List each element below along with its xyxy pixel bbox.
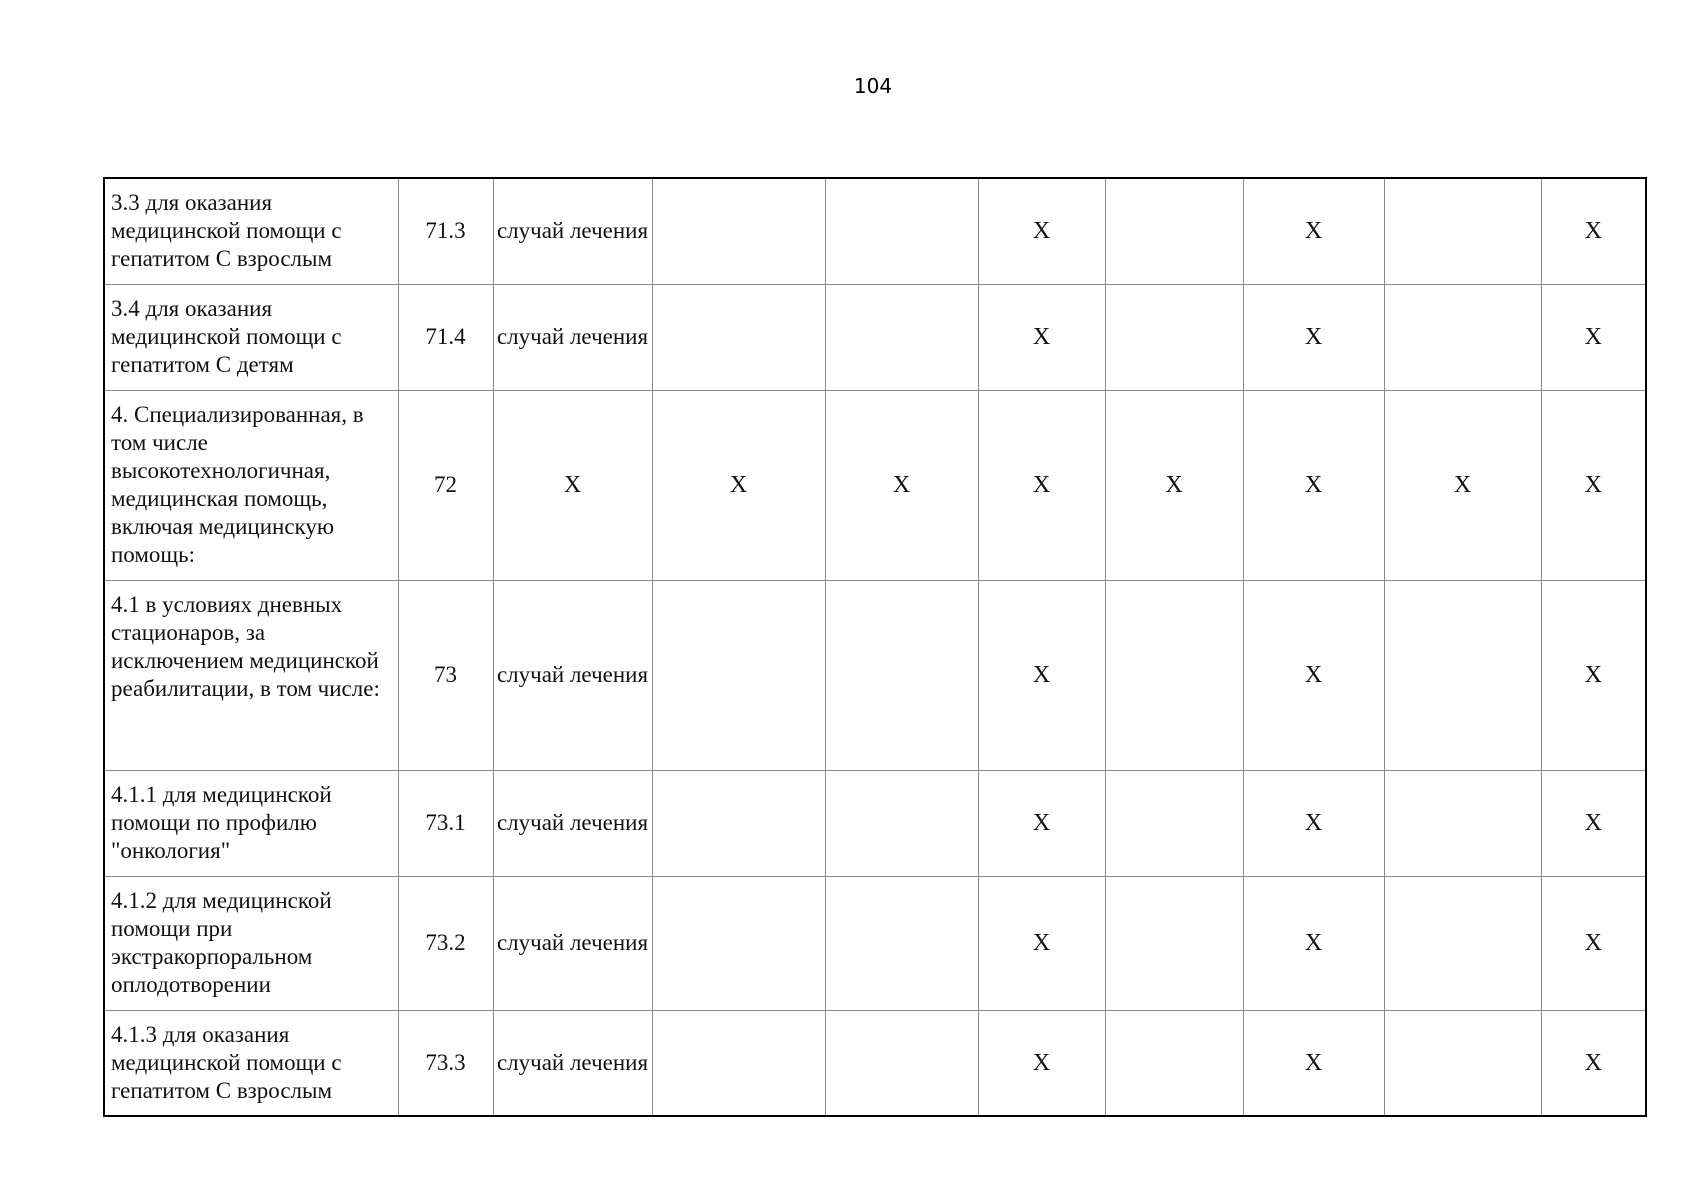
row-code-cell: 73.1 [398, 770, 493, 876]
row-value-cell [1384, 1010, 1541, 1116]
row-value-cell [825, 770, 978, 876]
row-name-cell: 3.3 для оказания медицинской помощи с гепатитом С взрослым [104, 178, 398, 284]
table-row [104, 1010, 1646, 1116]
row-unit-cell: случай лечения [493, 580, 652, 770]
row-value-cell: X [978, 178, 1105, 284]
row-value-cell [825, 178, 978, 284]
row-value-cell [1105, 770, 1243, 876]
data-table [103, 177, 1647, 1117]
row-name-cell: 4.1.1 для медицинской помощи по профилю "онкология" [104, 770, 398, 876]
row-value-cell: X [978, 876, 1105, 1010]
row-value-cell [652, 580, 825, 770]
row-value-cell: X [1541, 580, 1646, 770]
row-value-cell: X [1541, 876, 1646, 1010]
row-value-cell [652, 876, 825, 1010]
row-unit-cell: случай лечения [493, 1010, 652, 1116]
row-value-cell: X [1541, 284, 1646, 390]
row-value-cell: X [1384, 390, 1541, 580]
row-value-cell: X [1541, 1010, 1646, 1116]
row-value-cell: X [1243, 178, 1384, 284]
row-value-cell [652, 284, 825, 390]
row-value-cell: X [1243, 284, 1384, 390]
row-value-cell [825, 580, 978, 770]
row-name-cell: 3.4 для оказания медицинской помощи с гепатитом С детям [104, 284, 398, 390]
row-code-cell: 73.2 [398, 876, 493, 1010]
row-value-cell: X [1541, 390, 1646, 580]
row-value-cell [1384, 178, 1541, 284]
row-value-cell [1105, 284, 1243, 390]
table-row [104, 178, 1646, 284]
row-value-cell [825, 284, 978, 390]
row-value-cell: X [1243, 390, 1384, 580]
row-value-cell [652, 770, 825, 876]
row-value-cell [1384, 284, 1541, 390]
table-row [104, 876, 1646, 1010]
row-value-cell [652, 1010, 825, 1116]
row-value-cell: X [1541, 178, 1646, 284]
row-value-cell [1384, 876, 1541, 1010]
row-code-cell: 73 [398, 580, 493, 770]
row-code-cell: 73.3 [398, 1010, 493, 1116]
row-value-cell [1105, 580, 1243, 770]
table-row [104, 284, 1646, 390]
row-value-cell [1105, 876, 1243, 1010]
row-code-cell: 71.4 [398, 284, 493, 390]
row-value-cell: X [978, 580, 1105, 770]
row-value-cell: X [1243, 1010, 1384, 1116]
row-code-cell: 72 [398, 390, 493, 580]
row-value-cell: X [978, 390, 1105, 580]
row-name-cell: 4.1.3 для оказания медицинской помощи с гепатитом С взрослым [104, 1010, 398, 1116]
row-value-cell: X [978, 284, 1105, 390]
table-row [104, 770, 1646, 876]
row-value-cell [1105, 178, 1243, 284]
row-value-cell: X [978, 770, 1105, 876]
row-value-cell: X [1243, 770, 1384, 876]
row-value-cell: X [978, 1010, 1105, 1116]
row-value-cell: X [1105, 390, 1243, 580]
row-value-cell [1384, 770, 1541, 876]
row-value-cell: X [1243, 876, 1384, 1010]
table-row [104, 390, 1646, 580]
row-name-cell: 4.1 в условиях дневных стационаров, за исключением медицинской реабилитации, в том числе: [104, 580, 398, 770]
row-value-cell [652, 178, 825, 284]
row-value-cell [825, 1010, 978, 1116]
row-unit-cell: X [493, 390, 652, 580]
row-value-cell: X [1541, 770, 1646, 876]
row-value-cell: X [652, 390, 825, 580]
row-unit-cell: случай лечения [493, 178, 652, 284]
row-unit-cell: случай лечения [493, 770, 652, 876]
row-name-cell: 4. Специализированная, в том числе высокотехнологичная, медицинская помощь, включая медицинскую помощь: [104, 390, 398, 580]
page-number: 104 [853, 74, 893, 98]
row-value-cell: X [1243, 580, 1384, 770]
row-value-cell [1105, 1010, 1243, 1116]
row-value-cell [825, 876, 978, 1010]
table-row [104, 580, 1646, 770]
row-name-cell: 4.1.2 для медицинской помощи при экстракорпоральном оплодотворении [104, 876, 398, 1010]
row-code-cell: 71.3 [398, 178, 493, 284]
row-value-cell [1384, 580, 1541, 770]
row-value-cell: X [825, 390, 978, 580]
row-unit-cell: случай лечения [493, 876, 652, 1010]
row-unit-cell: случай лечения [493, 284, 652, 390]
